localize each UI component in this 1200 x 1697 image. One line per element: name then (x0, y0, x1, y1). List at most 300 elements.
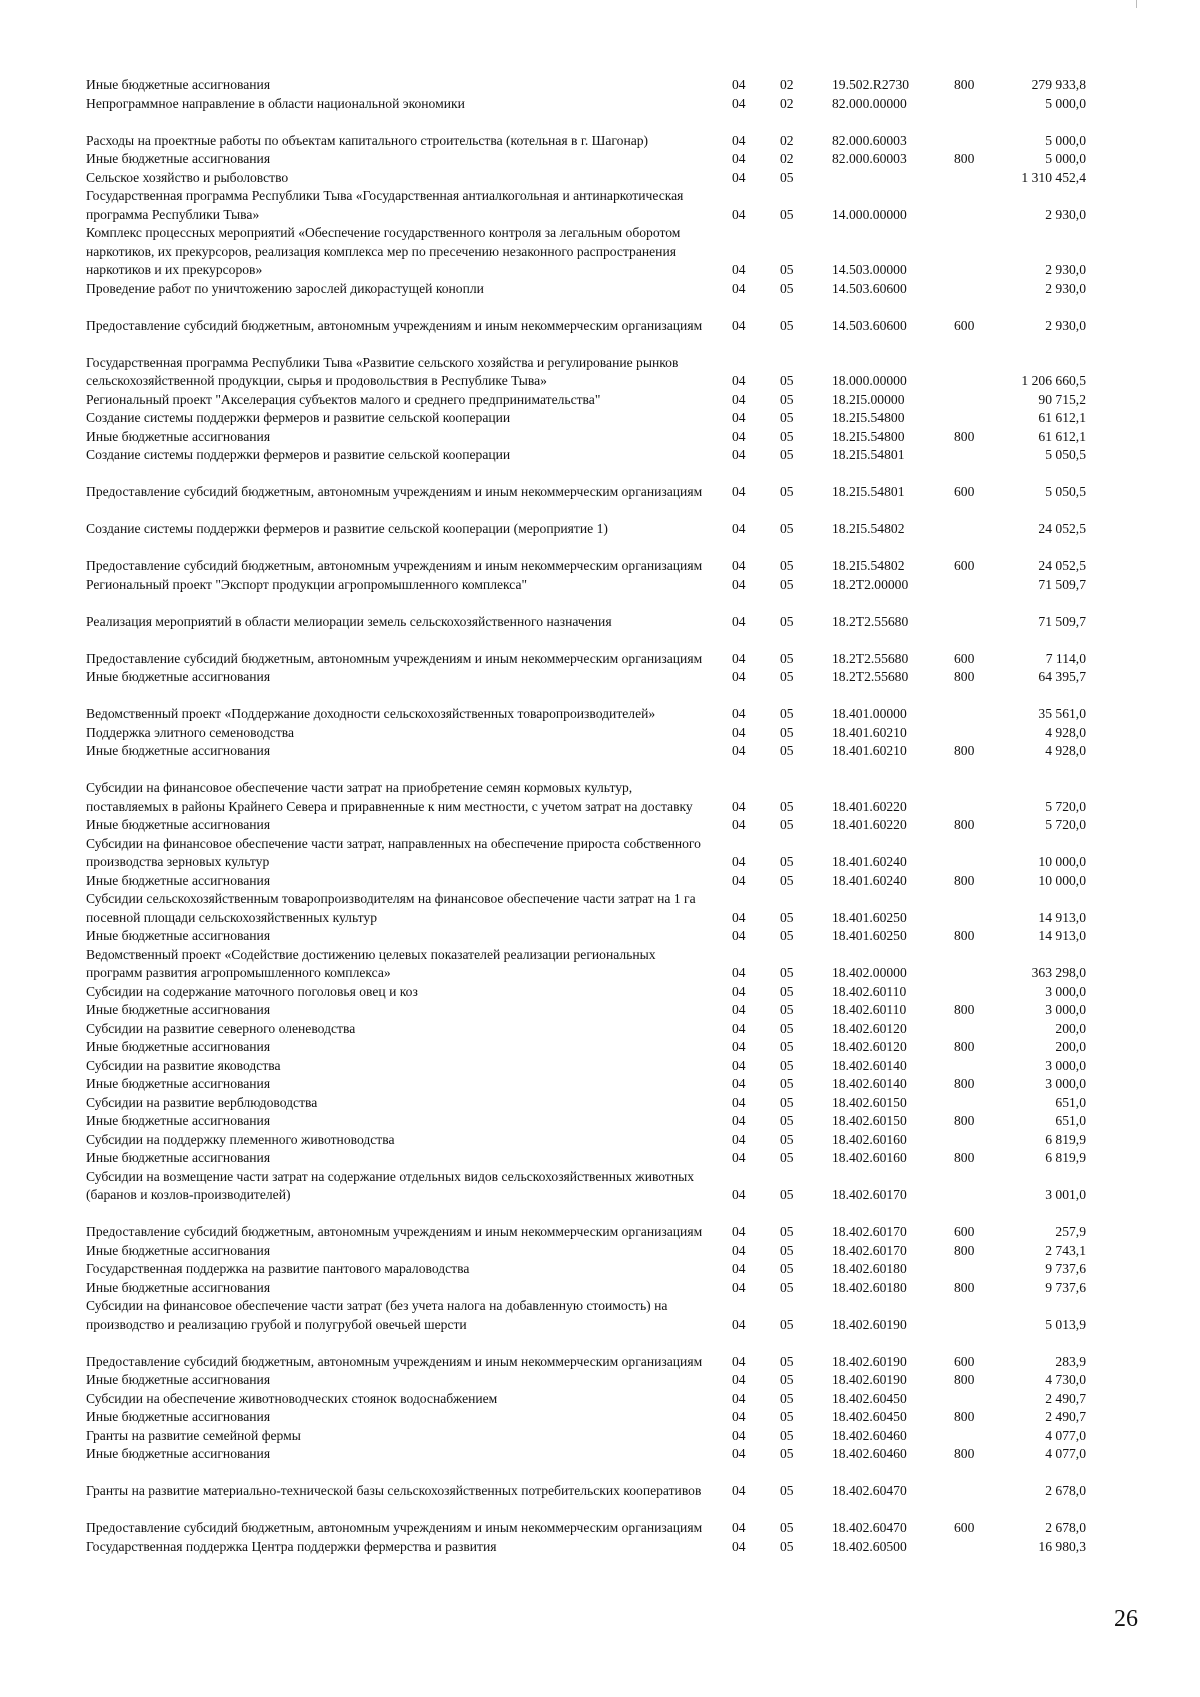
row-amount: 2 930,0 (1045, 206, 1086, 222)
table-row (86, 187, 1126, 224)
table-row (86, 446, 1126, 465)
row-target-article: 18.402.60170 (832, 1187, 907, 1202)
row-subsection-code: 05 (780, 1113, 794, 1128)
row-subsection-code: 05 (780, 280, 794, 296)
row-subsection-code: 05 (780, 1094, 794, 1110)
row-subsection-code: 05 (780, 650, 794, 666)
row-section-code: 04 (732, 1094, 746, 1110)
row-name: Региональный проект "Экспорт продукции агропромышленного комплекса" (86, 576, 528, 592)
table-row (86, 946, 1126, 983)
table-row (86, 391, 1126, 410)
row-target-article: 18.402.60170 (832, 1224, 907, 1239)
row-amount: 283,9 (1055, 1353, 1086, 1369)
row-name: Иные бюджетные ассигнования (86, 1409, 271, 1424)
row-section-code: 04 (732, 1020, 746, 1036)
row-target-article: 18.402.60110 (832, 983, 907, 999)
row-target-article: 18.402.60180 (832, 1261, 907, 1276)
row-subsection-code: 05 (780, 1520, 794, 1535)
row-amount: 4 730,0 (1045, 1372, 1086, 1387)
row-name: Государственная поддержка на развитие пантового мараловодства (86, 1261, 470, 1276)
row-section-code: 04 (732, 1390, 746, 1406)
row-amount: 90 715,2 (1038, 391, 1086, 407)
row-target-article: 18.402.60160 (832, 1150, 907, 1165)
table-row (86, 1149, 1126, 1168)
row-target-article: 18.2I5.54801 (832, 484, 905, 499)
row-target-article: 18.402.60140 (832, 1076, 907, 1091)
row-subsection-code: 05 (780, 1057, 794, 1073)
row-name: Сельское хозяйство и рыболовство (86, 169, 289, 185)
row-subsection-code: 05 (780, 928, 794, 943)
table-row (86, 816, 1126, 835)
row-amount: 651,0 (1055, 1113, 1086, 1128)
row-amount: 2 930,0 (1045, 280, 1086, 296)
row-name: Ведомственный проект «Поддержание доходности сельскохозяйственных товаропроизводителей» (86, 706, 656, 721)
row-name: Субсидии на развитие северного оленеводства (86, 1020, 356, 1036)
table-row (86, 76, 1126, 95)
row-target-article: 18.2T2.55680 (832, 650, 909, 666)
table-row (86, 409, 1126, 428)
row-subsection-code: 05 (780, 521, 794, 536)
row-section-code: 04 (732, 743, 746, 758)
row-section-code: 04 (732, 1446, 746, 1461)
row-subsection-code: 05 (780, 1483, 794, 1498)
row-amount: 363 298,0 (1031, 965, 1086, 980)
row-section-code: 04 (732, 872, 746, 888)
row-subsection-code: 02 (780, 151, 794, 166)
row-subsection-code: 05 (780, 1187, 794, 1202)
row-amount: 5 720,0 (1045, 817, 1086, 832)
row-subsection-code: 05 (780, 613, 794, 629)
row-name: Расходы на проектные работы по объектам капитального строительства (котельная в г. Шагонар) (86, 132, 649, 148)
table-row (86, 761, 1126, 817)
row-target-article: 18.402.60460 (832, 1446, 907, 1461)
row-target-article: 18.401.60220 (832, 817, 907, 832)
row-subsection-code: 05 (780, 1020, 794, 1036)
row-target-article: 18.402.60190 (832, 1353, 907, 1369)
row-name: Региональный проект "Акселерация субъектов малого и среднего предпринимательства" (86, 391, 601, 407)
row-target-article: 18.2I5.54800 (832, 428, 905, 444)
row-section-code: 04 (732, 1039, 746, 1054)
row-subsection-code: 05 (780, 1131, 794, 1147)
row-expense-type: 600 (954, 650, 975, 666)
row-section-code: 04 (732, 317, 746, 333)
row-target-article: 18.2I5.00000 (832, 391, 905, 407)
row-name: Создание системы поддержки фермеров и развитие сельской кооперации (мероприятие 1) (86, 521, 608, 536)
row-subsection-code: 05 (780, 1409, 794, 1424)
row-name: Иные бюджетные ассигнования (86, 928, 271, 943)
row-section-code: 04 (732, 928, 746, 943)
row-amount: 2 678,0 (1045, 1483, 1086, 1498)
row-section-code: 04 (732, 1409, 746, 1424)
table-row (86, 502, 1126, 539)
row-section-code: 04 (732, 1520, 746, 1535)
table-row (86, 1038, 1126, 1057)
row-name: Государственная программа Республики Тыва «Государственная антиалкогольная и антинаркотическая программа Республики Тыва» (86, 188, 684, 222)
table-row (86, 1242, 1126, 1261)
row-section-code: 04 (732, 280, 746, 296)
row-subsection-code: 05 (780, 391, 794, 407)
row-amount: 257,9 (1055, 1224, 1086, 1239)
table-row (86, 1279, 1126, 1298)
row-target-article: 18.402.60450 (832, 1390, 907, 1406)
row-subsection-code: 05 (780, 1002, 794, 1017)
row-target-article: 18.402.60460 (832, 1427, 907, 1443)
row-expense-type: 800 (954, 428, 975, 444)
row-section-code: 04 (732, 206, 746, 222)
row-subsection-code: 05 (780, 1279, 794, 1295)
row-target-article: 14.000.00000 (832, 206, 907, 222)
row-section-code: 04 (732, 1187, 746, 1202)
row-amount: 5 000,0 (1045, 95, 1086, 111)
table-row (86, 742, 1126, 761)
row-target-article: 18.402.60190 (832, 1372, 907, 1387)
row-subsection-code: 02 (780, 95, 794, 111)
row-name: Субсидии на содержание маточного поголовья овец и коз (86, 983, 418, 999)
row-amount: 2 490,7 (1045, 1390, 1086, 1406)
scan-mark (1136, 0, 1137, 8)
row-section-code: 04 (732, 854, 746, 869)
row-subsection-code: 05 (780, 983, 794, 999)
row-section-code: 04 (732, 95, 746, 111)
row-expense-type: 800 (954, 928, 975, 943)
row-target-article: 18.402.60150 (832, 1094, 907, 1110)
row-subsection-code: 05 (780, 317, 794, 333)
table-row (86, 1334, 1126, 1371)
row-section-code: 04 (732, 909, 746, 925)
row-subsection-code: 05 (780, 558, 794, 573)
row-expense-type: 800 (954, 1242, 975, 1258)
row-name: Субсидии на обеспечение животноводческих стоянок водоснабжением (86, 1390, 498, 1406)
row-section-code: 04 (732, 983, 746, 999)
row-amount: 7 114,0 (1045, 650, 1086, 666)
row-amount: 6 819,9 (1045, 1150, 1086, 1165)
row-amount: 3 001,0 (1045, 1187, 1086, 1202)
row-name: Государственная поддержка Центра поддержки фермерства и развития (86, 1538, 497, 1554)
table-row (86, 1131, 1126, 1150)
row-amount: 2 490,7 (1045, 1409, 1086, 1424)
table-row (86, 835, 1126, 872)
row-amount: 3 000,0 (1045, 1002, 1086, 1017)
row-name: Предоставление субсидий бюджетным, автономным учреждениям и иным некоммерческим организациям (86, 1224, 703, 1239)
row-name: Иные бюджетные ассигнования (86, 669, 271, 684)
row-section-code: 04 (732, 1242, 746, 1258)
row-section-code: 04 (732, 151, 746, 166)
budget-table (86, 76, 1126, 1556)
row-amount: 3 000,0 (1045, 983, 1086, 999)
row-expense-type: 800 (954, 1076, 975, 1091)
row-expense-type: 800 (954, 77, 975, 92)
row-target-article: 82.000.00000 (832, 95, 907, 111)
row-name: Гранты на развитие семейной фермы (86, 1427, 301, 1443)
row-target-article: 18.402.60470 (832, 1520, 907, 1535)
row-subsection-code: 05 (780, 1427, 794, 1443)
row-amount: 24 052,5 (1038, 558, 1086, 573)
row-section-code: 04 (732, 1057, 746, 1073)
row-target-article: 18.401.60210 (832, 743, 907, 758)
row-section-code: 04 (732, 1372, 746, 1387)
table-row (86, 1057, 1126, 1076)
row-expense-type: 600 (954, 558, 975, 573)
row-amount: 3 000,0 (1045, 1076, 1086, 1091)
table-row (86, 280, 1126, 299)
row-amount: 14 913,0 (1038, 928, 1086, 943)
row-section-code: 04 (732, 1427, 746, 1443)
row-target-article: 18.401.00000 (832, 706, 907, 721)
row-amount: 61 612,1 (1038, 410, 1086, 425)
row-expense-type: 800 (954, 872, 975, 888)
row-name: Субсидии на финансовое обеспечение части затрат (без учета налога на добавленную стоимость) на производство и реализацию грубой и полугрубой овечьей шерсти (86, 1298, 668, 1332)
row-section-code: 04 (732, 1538, 746, 1554)
row-expense-type: 600 (954, 1353, 975, 1369)
row-name: Субсидии на финансовое обеспечение части затрат на приобретение семян кормовых культур, поставляемых в районы Крайнего Севера и приравненные к ним местности, с учетом затрат на доставку (86, 780, 693, 814)
row-target-article: 14.503.00000 (832, 262, 907, 277)
row-section-code: 04 (732, 613, 746, 629)
table-row (86, 890, 1126, 927)
row-name: Создание системы поддержки фермеров и развитие сельской кооперации (86, 447, 511, 462)
row-amount: 9 737,6 (1045, 1279, 1086, 1295)
row-section-code: 04 (732, 410, 746, 425)
row-target-article: 18.401.60240 (832, 854, 907, 869)
row-amount: 1 310 452,4 (1021, 169, 1086, 185)
row-subsection-code: 05 (780, 1538, 794, 1554)
row-amount: 200,0 (1055, 1020, 1086, 1036)
row-expense-type: 800 (954, 817, 975, 832)
row-amount: 64 395,7 (1038, 669, 1086, 684)
row-expense-type: 800 (954, 669, 975, 684)
row-section-code: 04 (732, 484, 746, 499)
row-amount: 4 928,0 (1045, 724, 1086, 740)
row-target-article: 18.2T2.55680 (832, 613, 909, 629)
row-expense-type: 600 (954, 1224, 975, 1239)
table-row (86, 631, 1126, 668)
table-row (86, 428, 1126, 447)
row-amount: 71 509,7 (1038, 576, 1086, 592)
row-amount: 9 737,6 (1045, 1261, 1086, 1276)
row-amount: 5 050,5 (1045, 447, 1086, 462)
row-section-code: 04 (732, 706, 746, 721)
row-name: Предоставление субсидий бюджетным, автономным учреждениям и иным некоммерческим организациям (86, 1520, 703, 1535)
row-subsection-code: 05 (780, 1039, 794, 1054)
row-section-code: 04 (732, 262, 746, 277)
row-section-code: 04 (732, 798, 746, 814)
row-subsection-code: 05 (780, 447, 794, 462)
row-amount: 71 509,7 (1038, 613, 1086, 629)
row-amount: 2 930,0 (1045, 262, 1086, 277)
row-target-article: 18.2I5.54802 (832, 558, 905, 573)
row-name: Предоставление субсидий бюджетным, автономным учреждениям и иным некоммерческим организациям (86, 650, 703, 666)
row-target-article: 18.402.60470 (832, 1483, 907, 1498)
row-target-article: 18.402.60160 (832, 1131, 907, 1147)
row-name: Иные бюджетные ассигнования (86, 151, 271, 166)
row-name: Иные бюджетные ассигнования (86, 1279, 271, 1295)
row-section-code: 04 (732, 1279, 746, 1295)
row-expense-type: 800 (954, 743, 975, 758)
table-row (86, 169, 1126, 188)
row-amount: 5 050,5 (1045, 484, 1086, 499)
row-target-article: 18.2I5.54801 (832, 447, 905, 462)
row-subsection-code: 02 (780, 77, 794, 92)
row-section-code: 04 (732, 724, 746, 740)
row-name: Субсидии на возмещение части затрат на содержание отдельных видов сельскохозяйственных животных (баранов и козлов-производителей) (86, 1168, 695, 1202)
row-target-article: 18.401.60220 (832, 798, 907, 814)
row-name: Предоставление субсидий бюджетным, автономным учреждениям и иным некоммерческим организациям (86, 1353, 703, 1369)
row-name: Непрограммное направление в области национальной экономики (86, 95, 465, 111)
row-section-code: 04 (732, 1316, 746, 1332)
row-subsection-code: 02 (780, 132, 794, 148)
row-amount: 4 077,0 (1045, 1427, 1086, 1443)
row-section-code: 04 (732, 558, 746, 573)
row-target-article: 18.402.60120 (832, 1039, 907, 1054)
row-name: Субсидии на поддержку племенного животноводства (86, 1131, 395, 1147)
row-amount: 24 052,5 (1038, 521, 1086, 536)
table-row (86, 1538, 1126, 1557)
row-name: Иные бюджетные ассигнования (86, 817, 271, 832)
table-row (86, 1408, 1126, 1427)
row-expense-type: 800 (954, 1409, 975, 1424)
row-target-article: 18.401.60250 (832, 928, 907, 943)
row-target-article: 18.402.60180 (832, 1279, 907, 1295)
row-subsection-code: 05 (780, 262, 794, 277)
row-target-article: 18.401.60210 (832, 724, 907, 740)
row-target-article: 18.402.60500 (832, 1538, 907, 1554)
row-subsection-code: 05 (780, 854, 794, 869)
table-row (86, 465, 1126, 502)
row-amount: 5 720,0 (1045, 798, 1086, 814)
row-target-article: 14.503.60600 (832, 280, 907, 296)
table-row (86, 1427, 1126, 1446)
table-row (86, 298, 1126, 335)
row-name: Иные бюджетные ассигнования (86, 1039, 271, 1054)
table-row (86, 224, 1126, 280)
row-subsection-code: 05 (780, 576, 794, 592)
row-name: Предоставление субсидий бюджетным, автономным учреждениям и иным некоммерческим организациям (86, 484, 703, 499)
row-amount: 1 206 660,5 (1021, 373, 1086, 388)
table-row (86, 668, 1126, 687)
row-section-code: 04 (732, 1131, 746, 1147)
row-subsection-code: 05 (780, 909, 794, 925)
row-subsection-code: 05 (780, 428, 794, 444)
row-subsection-code: 05 (780, 724, 794, 740)
row-target-article: 18.402.60190 (832, 1316, 907, 1332)
table-row (86, 1464, 1126, 1501)
row-name: Иные бюджетные ассигнования (86, 1150, 271, 1165)
row-name: Гранты на развитие материально-технической базы сельскохозяйственных потребительских кооперативов (86, 1483, 702, 1498)
row-target-article: 82.000.60003 (832, 151, 907, 166)
row-section-code: 04 (732, 447, 746, 462)
row-target-article: 18.402.60150 (832, 1113, 907, 1128)
table-row (86, 724, 1126, 743)
row-name: Иные бюджетные ассигнования (86, 1002, 271, 1017)
row-subsection-code: 05 (780, 1353, 794, 1369)
row-target-article: 14.503.60600 (832, 317, 907, 333)
row-section-code: 04 (732, 391, 746, 407)
row-subsection-code: 05 (780, 1446, 794, 1461)
row-target-article: 18.2I5.54800 (832, 410, 905, 425)
row-subsection-code: 05 (780, 872, 794, 888)
row-section-code: 04 (732, 428, 746, 444)
row-section-code: 04 (732, 669, 746, 684)
row-amount: 6 819,9 (1045, 1131, 1086, 1147)
row-subsection-code: 05 (780, 206, 794, 222)
table-row (86, 1094, 1126, 1113)
table-row (86, 150, 1126, 169)
row-section-code: 04 (732, 1483, 746, 1498)
row-name: Иные бюджетные ассигнования (86, 872, 271, 888)
row-subsection-code: 05 (780, 743, 794, 758)
row-name: Иные бюджетные ассигнования (86, 1113, 271, 1128)
row-target-article: 19.502.R2730 (832, 77, 910, 92)
row-section-code: 04 (732, 1150, 746, 1165)
row-subsection-code: 05 (780, 169, 794, 185)
row-amount: 10 000,0 (1038, 854, 1086, 869)
table-row (86, 1020, 1126, 1039)
row-name: Субсидии на развитие яководства (86, 1057, 281, 1073)
row-amount: 3 000,0 (1045, 1057, 1086, 1073)
row-subsection-code: 05 (780, 669, 794, 684)
table-row (86, 1445, 1126, 1464)
row-amount: 4 077,0 (1045, 1446, 1086, 1461)
table-row (86, 335, 1126, 391)
row-target-article: 18.402.60110 (832, 1002, 907, 1017)
row-name: Государственная программа Республики Тыва «Развитие сельского хозяйства и регулирование рынков сельскохозяйственной продукции, сырья и продовольствия в Республике Тыва» (86, 354, 679, 388)
table-row (86, 1001, 1126, 1020)
table-row (86, 1112, 1126, 1131)
row-name: Создание системы поддержки фермеров и развитие сельской кооперации (86, 410, 511, 425)
table-row (86, 1371, 1126, 1390)
row-name: Предоставление субсидий бюджетным, автономным учреждениям и иным некоммерческим организациям (86, 558, 703, 573)
row-expense-type: 800 (954, 1446, 975, 1461)
row-subsection-code: 05 (780, 1316, 794, 1332)
row-target-article: 18.401.60240 (832, 872, 907, 888)
row-subsection-code: 05 (780, 410, 794, 425)
row-name: Комплекс процессных мероприятий «Обеспечение государственного контроля за легальным оборотом наркотиков, их прекурсоров, реализация комплекса мер по пресечению незаконного распространения наркотиков и их прекурсоров» (86, 225, 681, 277)
row-target-article: 18.402.00000 (832, 965, 907, 980)
row-section-code: 04 (732, 373, 746, 388)
row-amount: 2 930,0 (1045, 317, 1086, 333)
page-number: 26 (1114, 1606, 1138, 1632)
row-amount: 35 561,0 (1038, 706, 1086, 721)
table-row (86, 576, 1126, 595)
row-amount: 61 612,1 (1038, 428, 1086, 444)
table-row (86, 1501, 1126, 1538)
row-name: Ведомственный проект «Содействие достижению целевых показателей реализации региональных программ развития агропромышленного комплекса» (86, 946, 656, 980)
row-name: Предоставление субсидий бюджетным, автономным учреждениям и иным некоммерческим организациям (86, 317, 703, 333)
row-section-code: 04 (732, 1224, 746, 1239)
row-target-article: 18.401.60250 (832, 909, 907, 925)
row-amount: 2 743,1 (1045, 1242, 1086, 1258)
row-name: Субсидии на развитие верблюдоводства (86, 1094, 318, 1110)
row-name: Иные бюджетные ассигнования (86, 1446, 271, 1461)
row-section-code: 04 (732, 817, 746, 832)
row-amount: 651,0 (1055, 1094, 1086, 1110)
row-section-code: 04 (732, 965, 746, 980)
row-expense-type: 800 (954, 1372, 975, 1387)
row-target-article: 18.2T2.55680 (832, 669, 909, 684)
row-target-article: 18.000.00000 (832, 373, 907, 388)
row-subsection-code: 05 (780, 798, 794, 814)
row-name: Иные бюджетные ассигнования (86, 743, 271, 758)
row-section-code: 04 (732, 1261, 746, 1276)
row-section-code: 04 (732, 1113, 746, 1128)
row-name: Иные бюджетные ассигнования (86, 428, 271, 444)
row-name: Иные бюджетные ассигнования (86, 1076, 271, 1091)
row-amount: 16 980,3 (1038, 1538, 1086, 1554)
row-amount: 4 928,0 (1045, 743, 1086, 758)
row-expense-type: 800 (954, 1113, 975, 1128)
row-section-code: 04 (732, 1002, 746, 1017)
row-name: Иные бюджетные ассигнования (86, 1242, 271, 1258)
row-target-article: 82.000.60003 (832, 132, 907, 148)
